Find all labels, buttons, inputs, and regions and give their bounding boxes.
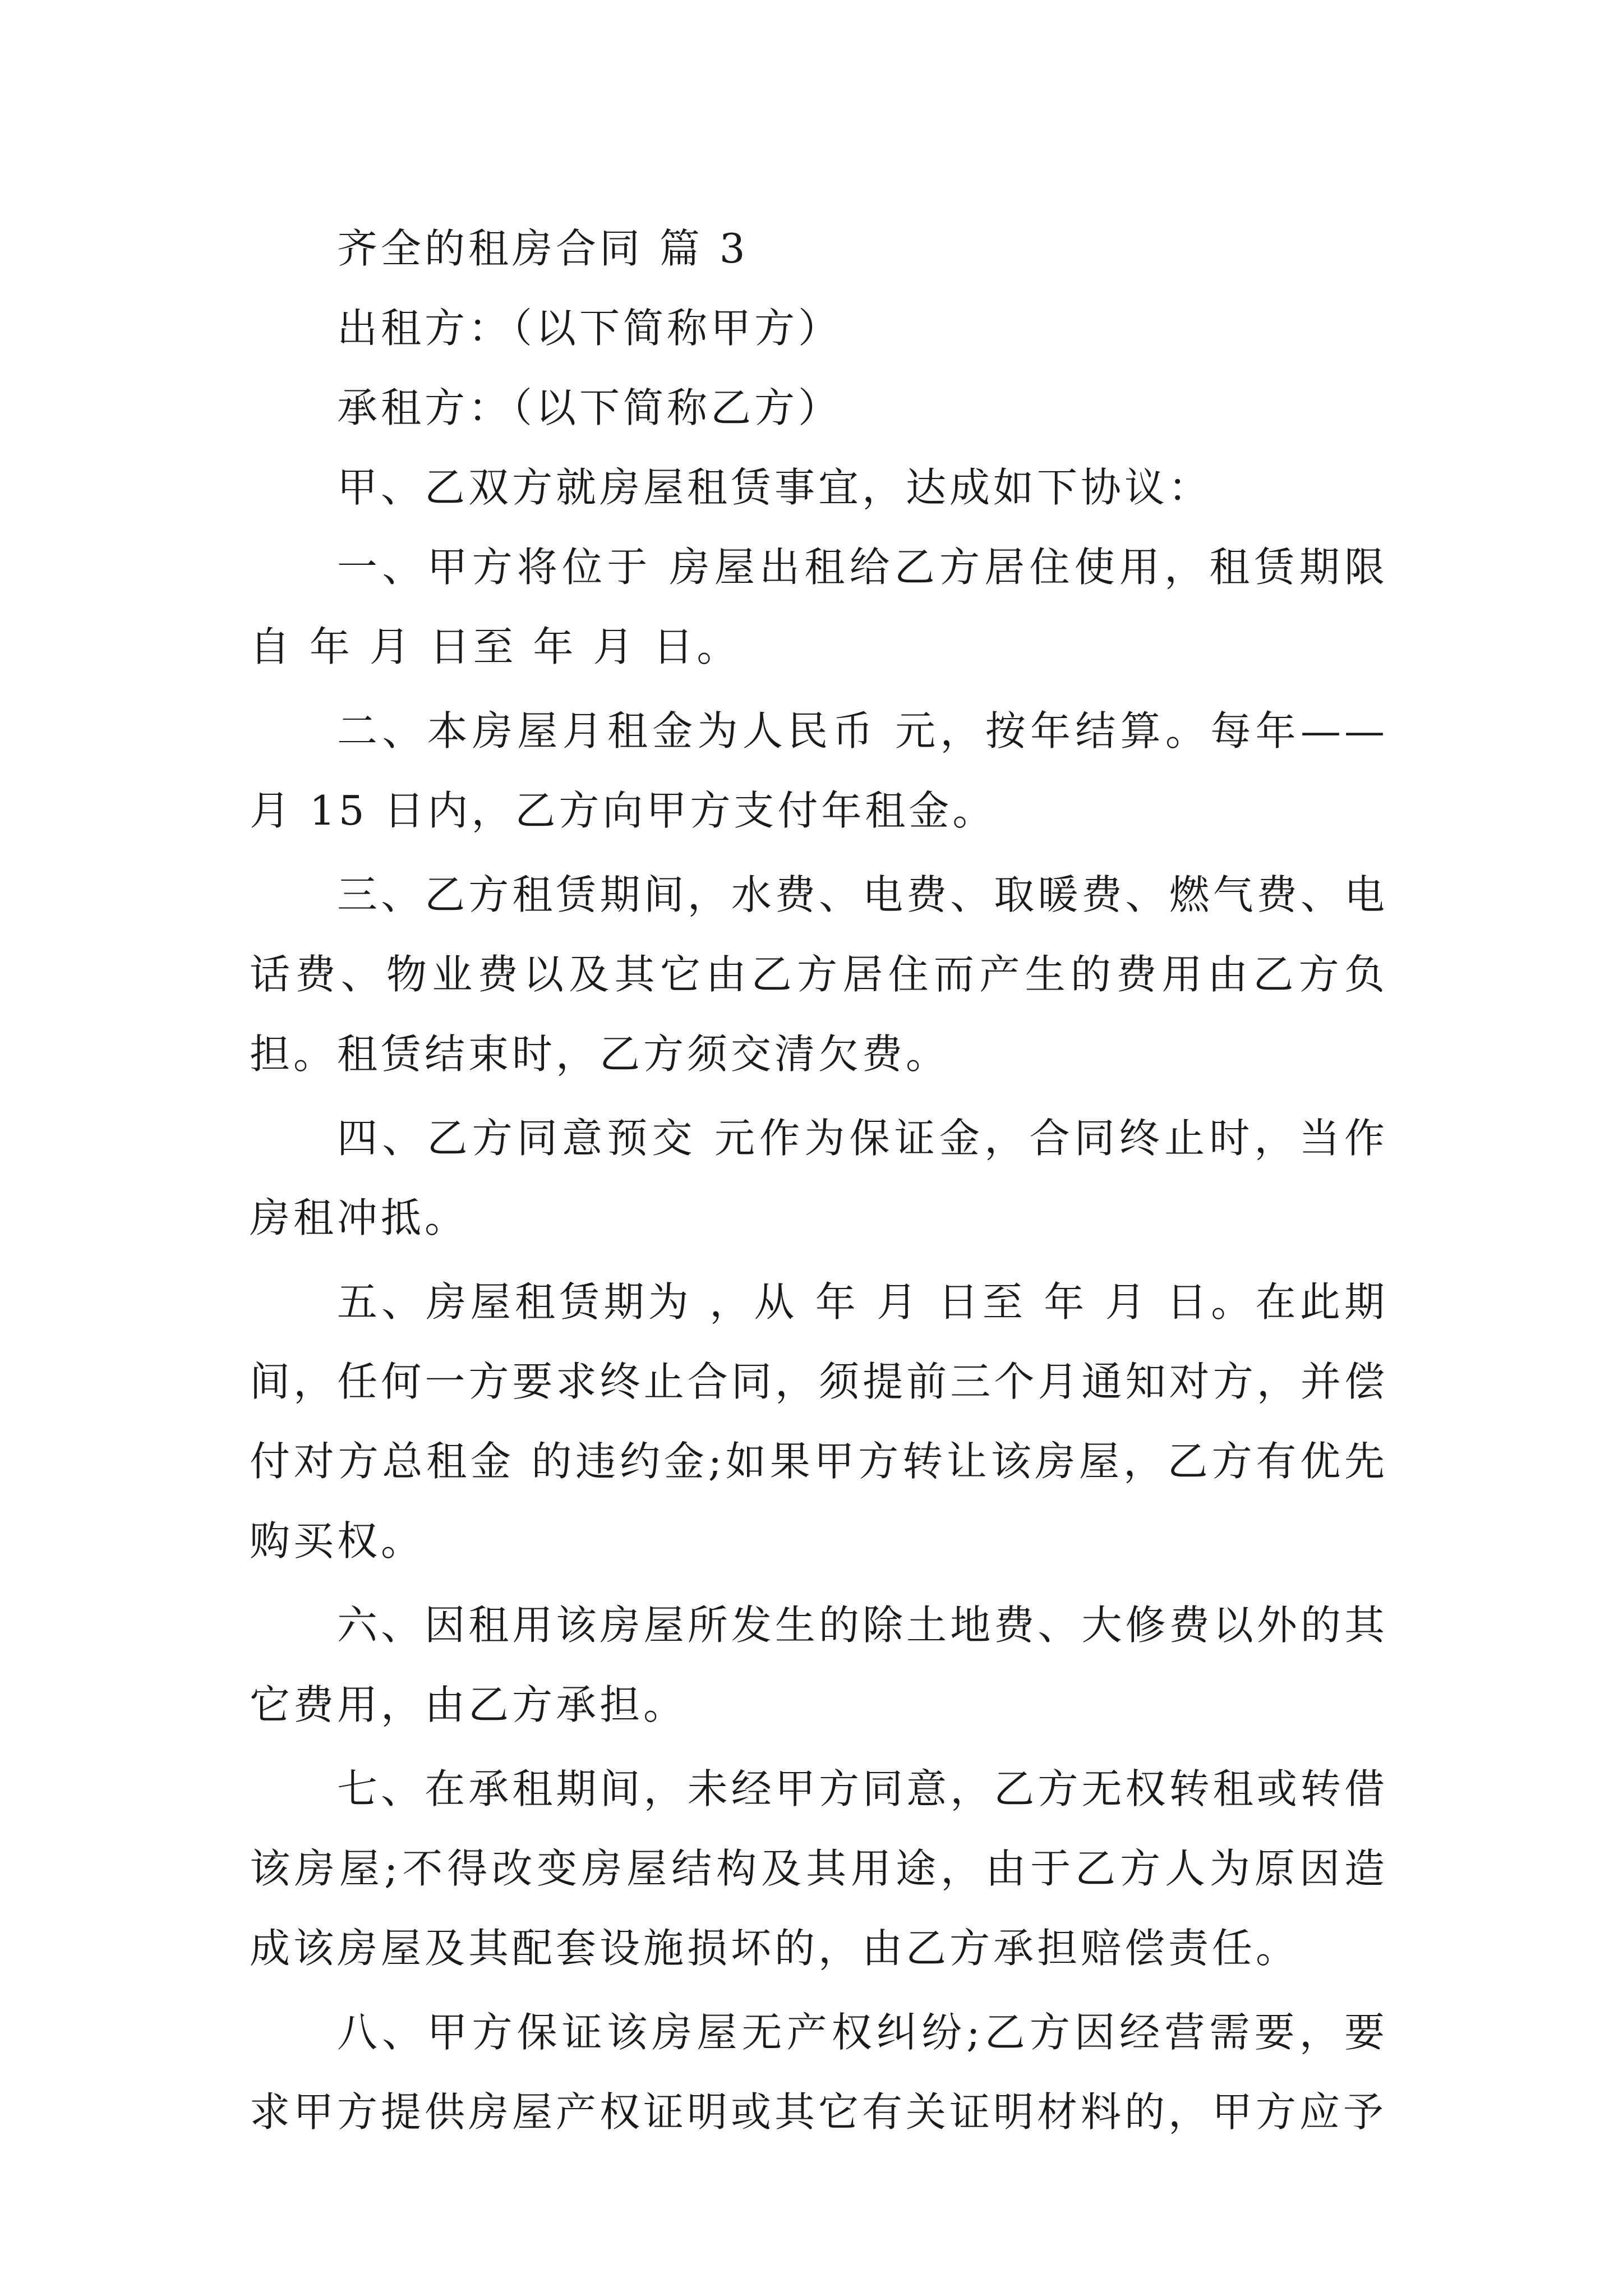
- clause-4: 四、乙方同意预交 元作为保证金，合同终止时，当作房租冲抵。: [250, 1115, 1388, 1241]
- clause-1: 一、甲方将位于 房屋出租给乙方居住使用，租赁期限自 年 月 日至 年 月 日。: [250, 544, 1388, 670]
- clause-3: 三、乙方租赁期间，水费、电费、取暖费、燃气费、电话费、物业费以及其它由乙方居住而产生的费用由乙方负担。租赁结束时，乙方须交清欠费。: [250, 871, 1388, 1078]
- clause-5: 五、房屋租赁期为 ，从 年 月 日至 年 月 日。在此期间，任何一方要求终止合同，须提前三个月通知对方，并偿付对方总租金 的违约金;如果甲方转让该房屋，乙方有优先购买权。: [250, 1278, 1388, 1565]
- clause-2: 二、本房屋月租金为人民币 元，按年结算。每年——月 15 日内，乙方向甲方支付年租金。: [250, 707, 1388, 834]
- clause-8: 八、甲方保证该房屋无产权纠纷;乙方因经营需要，要求甲方提供房屋产权证明或其它有关证明材料的，甲方应予: [250, 2009, 1388, 2136]
- document-body: [250, 209, 1388, 2152]
- clause-7: 七、在承租期间，未经甲方同意，乙方无权转租或转借该房屋;不得改变房屋结构及其用途，由于乙方人为原因造成该房屋及其配套设施损坏的，由乙方承担赔偿责任。: [250, 1765, 1388, 1972]
- document-title: 齐全的租房合同 篇 3: [337, 225, 749, 272]
- agreement-intro: 甲、乙双方就房屋租赁事宜，达成如下协议：: [337, 464, 1212, 511]
- lessee-line: 承租方：（以下简称乙方）: [337, 384, 842, 431]
- clause-6: 六、因租用该房屋所发生的除土地费、大修费以外的其它费用，由乙方承担。: [250, 1602, 1388, 1728]
- lessor-line: 出租方：（以下简称甲方）: [337, 305, 842, 352]
